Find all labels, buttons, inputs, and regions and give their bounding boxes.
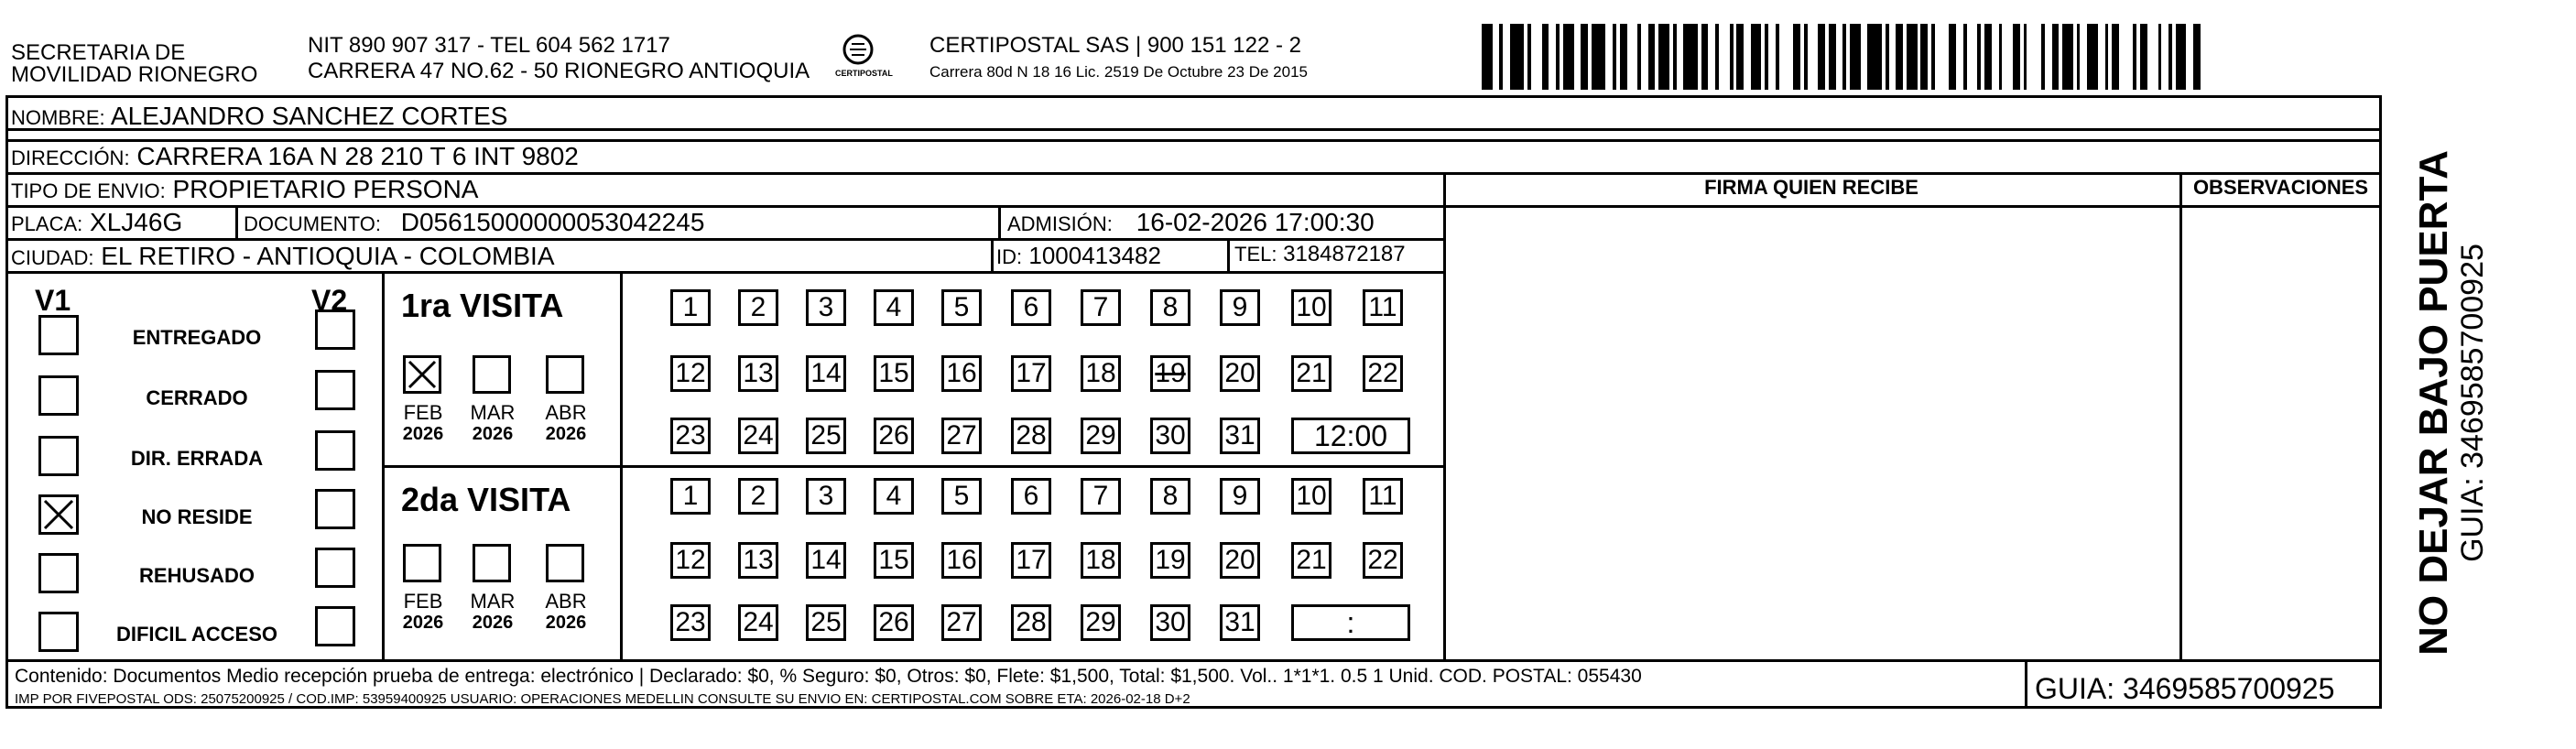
second-visit-title: 2da VISITA (401, 481, 571, 518)
barcode-bar (2193, 24, 2201, 90)
day-cell[interactable]: 29 (1081, 604, 1121, 641)
time-field[interactable]: 12:00 (1291, 418, 1410, 454)
barcode-bar (2098, 24, 2105, 90)
id-row (996, 244, 1161, 267)
day-cell[interactable]: 19 (1150, 355, 1190, 392)
day-cell[interactable]: 25 (806, 418, 846, 454)
barcode-bar (1967, 24, 1978, 90)
status-label: REHUSADO (139, 564, 255, 587)
day-cell[interactable]: 6 (1011, 478, 1051, 515)
month-label: ABR (545, 590, 587, 613)
day-cell[interactable]: 14 (806, 542, 846, 579)
month-label: MAR (470, 590, 516, 613)
day-cell[interactable]: 4 (874, 289, 914, 326)
v1-checkbox[interactable] (38, 375, 79, 416)
barcode-bar (1542, 24, 1549, 90)
barcode-bar (1861, 24, 1868, 90)
barcode-bar (1482, 24, 1493, 90)
tel-value: 3184872187 (1283, 242, 1406, 266)
v1-checkbox[interactable] (38, 553, 79, 593)
day-cell[interactable]: 22 (1363, 355, 1403, 392)
barcode-bar (1708, 24, 1715, 90)
id-label: ID: (996, 245, 1023, 268)
v1-checkbox[interactable] (38, 612, 79, 652)
month-checkbox[interactable] (473, 355, 511, 394)
side-guia: GUIA: 3469585700925 (2455, 244, 2490, 562)
barcode-bar (1808, 24, 1819, 90)
status-label: DIR. ERRADA (130, 447, 264, 470)
day-cell[interactable]: 5 (941, 289, 982, 326)
barcode-bar (1736, 24, 1744, 90)
direccion-value: CARRERA 16A N 28 210 T 6 INT 9802 (136, 142, 579, 170)
month-checkbox[interactable] (403, 355, 441, 394)
barcode-bar (1658, 24, 1669, 90)
firma-header: FIRMA QUIEN RECIBE (1704, 176, 1918, 199)
documento-row (244, 210, 704, 235)
day-cell[interactable]: 8 (1150, 478, 1190, 515)
year-label: 2026 (402, 424, 444, 444)
day-cell[interactable]: 22 (1363, 542, 1403, 579)
month-checkbox[interactable] (403, 544, 441, 582)
barcode-bar (2027, 24, 2040, 90)
admision-value: 16-02-2026 17:00:30 (1136, 208, 1375, 236)
company-address: Carrera 80d N 18 16 Lic. 2519 De Octubre 23 De 2015 (929, 63, 1308, 81)
tel-label: TEL: (1234, 243, 1277, 266)
barcode-bar (1896, 24, 1903, 90)
barcode-bar (1867, 24, 1881, 90)
barcode-bar (1992, 24, 1999, 90)
barcode-bar (1648, 24, 1656, 90)
day-cell[interactable]: 11 (1363, 478, 1403, 515)
day-cell[interactable]: 18 (1081, 355, 1121, 392)
day-cell[interactable]: 27 (941, 418, 982, 454)
day-cell[interactable]: 2 (738, 289, 778, 326)
year-label: 2026 (472, 613, 514, 633)
side-warning: NO DEJAR BAJO PUERTA (2411, 150, 2456, 656)
day-cell[interactable]: 16 (941, 542, 982, 579)
day-cell[interactable]: 27 (941, 604, 982, 641)
day-cell[interactable]: 25 (806, 604, 846, 641)
day-cell[interactable]: 3 (806, 478, 846, 515)
barcode-bar (1956, 24, 1963, 90)
barcode-bar (1818, 24, 1825, 90)
barcode-bar (1907, 24, 1918, 90)
barcode-bar (2140, 24, 2147, 90)
month-label: FEB (403, 590, 443, 613)
day-cell[interactable]: 20 (1220, 542, 1260, 579)
barcode-bar (2045, 24, 2052, 90)
org-line1: SECRETARIA DE (11, 40, 186, 65)
org-line2: MOVILIDAD RIONEGRO (11, 62, 258, 87)
day-cell[interactable]: 23 (670, 604, 711, 641)
barcode-bar (1581, 24, 1588, 90)
barcode-bar (1531, 24, 1542, 90)
barcode-bar (1935, 24, 1949, 90)
year-label: 2026 (402, 613, 444, 633)
barcode-bar (1701, 24, 1709, 90)
day-cell[interactable]: 26 (874, 604, 914, 641)
barcode-bar (1889, 24, 1897, 90)
v1-label: V1 (35, 284, 71, 317)
day-cell[interactable]: 5 (941, 478, 982, 515)
day-cell[interactable]: 20 (1220, 355, 1260, 392)
month-checkbox[interactable] (546, 355, 584, 394)
day-cell[interactable]: 1 (670, 478, 711, 515)
v2-checkbox[interactable] (315, 548, 355, 588)
barcode-bar (1793, 24, 1800, 90)
v1-checkbox[interactable] (38, 315, 79, 355)
barcode-bar (1836, 24, 1843, 90)
barcode-bar (1592, 24, 1605, 90)
day-cell[interactable]: 21 (1291, 542, 1331, 579)
id-value: 1000413482 (1028, 242, 1161, 269)
footer-contenido: Contenido: Documentos Medio recepción prueba de entrega: electrónico | Declarado: $0, % Seguro: $0, Otros: $0, Flete: $1,500, Total: $1,500. Vol.. 1*1*1. 0.5 1 Unid. COD. POSTAL: 055430 (15, 666, 1642, 687)
time-field[interactable]: : (1291, 604, 1410, 641)
day-cell[interactable]: 21 (1291, 355, 1331, 392)
status-label: ENTREGADO (132, 326, 262, 349)
day-cell[interactable]: 13 (738, 355, 778, 392)
barcode-bar (1779, 24, 1793, 90)
barcode-bar (2161, 24, 2168, 90)
barcode-bar (1719, 24, 1730, 90)
day-cell[interactable]: 15 (874, 542, 914, 579)
placa-label: PLACA: (11, 212, 83, 235)
barcode-bar (1751, 24, 1762, 90)
v2-checkbox[interactable] (315, 606, 355, 646)
month-label: ABR (545, 401, 587, 424)
nombre-label: NOMBRE: (11, 106, 105, 129)
first-visit-title: 1ra VISITA (401, 287, 564, 324)
day-cell[interactable]: 6 (1011, 289, 1051, 326)
v2-checkbox[interactable] (315, 489, 355, 529)
x-mark-icon (41, 497, 76, 532)
documento-value: D05615000000053042245 (400, 208, 705, 236)
barcode-bar (2002, 24, 2013, 90)
day-cell[interactable]: 11 (1363, 289, 1403, 326)
x-mark-icon (406, 358, 439, 391)
v2-checkbox[interactable] (315, 430, 355, 471)
barcode-bar (1744, 24, 1751, 90)
day-cell[interactable]: 28 (1011, 604, 1051, 641)
barcode-bar (1920, 24, 1928, 90)
address-line: CARRERA 47 NO.62 - 50 RIONEGRO ANTIOQUIA (308, 59, 810, 83)
day-cell[interactable]: 24 (738, 604, 778, 641)
month-checkbox[interactable] (546, 544, 584, 582)
tel-row (1234, 244, 1406, 266)
barcode-bar (1574, 24, 1581, 90)
barcode-bar (1949, 24, 1956, 90)
observaciones-header: OBSERVACIONES (2192, 176, 2369, 199)
nombre-row (11, 103, 507, 129)
company-line: CERTIPOSTAL SAS | 900 151 122 - 2 (929, 33, 1301, 58)
day-cell[interactable]: 29 (1081, 418, 1121, 454)
month-label: FEB (403, 401, 443, 424)
barcode-bar (1493, 24, 1500, 90)
barcode-bar (1829, 24, 1836, 90)
year-label: 2026 (545, 613, 587, 633)
barcode-bar (1620, 24, 1627, 90)
day-cell[interactable]: 10 (1291, 289, 1331, 326)
ciudad-value: EL RETIRO - ANTIOQUIA - COLOMBIA (101, 242, 555, 270)
barcode-bar (1850, 24, 1861, 90)
documento-label: DOCUMENTO: (244, 212, 381, 235)
day-cell[interactable]: 2 (738, 478, 778, 515)
day-cell[interactable]: 7 (1081, 289, 1121, 326)
day-cell[interactable]: 30 (1150, 418, 1190, 454)
day-cell[interactable]: 10 (1291, 478, 1331, 515)
placa-value: XLJ46G (90, 208, 183, 236)
day-cell[interactable]: 3 (806, 289, 846, 326)
barcode-bar (2176, 24, 2187, 90)
month-checkbox[interactable] (473, 544, 511, 582)
barcode-bar (2087, 24, 2098, 90)
footer-imp: IMP POR FIVEPOSTAL ODS: 25075200925 / COD.IMP: 53959400925 USUARIO: OPERACIONES MEDELLIN CONSULTE SU ENVIO EN: CERTIPOSTAL.COM SOBRE ETA: 2026-02-18 D+2 (15, 691, 1190, 707)
tipo-value: PROPIETARIO PERSONA (172, 175, 479, 203)
direccion-row (11, 144, 579, 169)
barcode-bar (1627, 24, 1638, 90)
barcode-bar (2112, 24, 2119, 90)
barcode-bar (1563, 24, 1574, 90)
status-label: DIFICIL ACCESO (115, 623, 277, 646)
day-cell[interactable]: 23 (670, 418, 711, 454)
day-cell[interactable]: 17 (1011, 542, 1051, 579)
day-cell[interactable]: 4 (874, 478, 914, 515)
barcode-bar (1641, 24, 1648, 90)
year-label: 2026 (472, 424, 514, 444)
barcode-bar (2052, 24, 2060, 90)
day-cell[interactable]: 17 (1011, 355, 1051, 392)
barcode-bar (2080, 24, 2087, 90)
placa-row (11, 210, 182, 235)
direccion-label: DIRECCIÓN: (11, 147, 130, 169)
v2-checkbox[interactable] (315, 370, 355, 410)
day-cell[interactable]: 12 (670, 542, 711, 579)
day-cell[interactable]: 9 (1220, 478, 1260, 515)
day-cell[interactable]: 18 (1081, 542, 1121, 579)
day-cell[interactable]: 16 (941, 355, 982, 392)
day-cell[interactable]: 19 (1150, 542, 1190, 579)
barcode-bar (2119, 24, 2133, 90)
v1-checkbox[interactable] (38, 436, 79, 476)
day-cell[interactable]: 30 (1150, 604, 1190, 641)
ciudad-row (11, 244, 555, 269)
tipo-row (11, 177, 478, 202)
day-cell[interactable]: 31 (1220, 604, 1260, 641)
admision-row (1007, 210, 1375, 235)
v2-checkbox[interactable] (315, 309, 355, 350)
day-cell[interactable]: 12 (670, 355, 711, 392)
tipo-label: TIPO DE ENVIO: (11, 179, 166, 202)
barcode-bar (2013, 24, 2020, 90)
day-cell[interactable]: 14 (806, 355, 846, 392)
barcode-bar (1768, 24, 1776, 90)
v1-checkbox[interactable] (38, 494, 79, 535)
ciudad-label: CIUDAD: (11, 246, 94, 269)
nit-line: NIT 890 907 317 - TEL 604 562 1717 (308, 33, 670, 58)
day-cell[interactable]: 24 (738, 418, 778, 454)
year-label: 2026 (545, 424, 587, 444)
day-cell[interactable]: 28 (1011, 418, 1051, 454)
day-cell[interactable]: 8 (1150, 289, 1190, 326)
logo-text: CERTIPOSTAL (835, 69, 893, 78)
barcode-bar (1677, 24, 1684, 90)
month-label: MAR (470, 401, 516, 424)
barcode (1482, 24, 2205, 90)
barcode-bar (1549, 24, 1556, 90)
barcode-bar (2062, 24, 2073, 90)
day-cell[interactable]: 26 (874, 418, 914, 454)
barcode-bar (1510, 24, 1524, 90)
barcode-bar (1605, 24, 1613, 90)
day-cell[interactable]: 13 (738, 542, 778, 579)
footer-guia: GUIA: 3469585700925 (2035, 672, 2335, 705)
day-cell[interactable]: 7 (1081, 478, 1121, 515)
nombre-value: ALEJANDRO SANCHEZ CORTES (110, 102, 508, 130)
barcode-bar (2201, 24, 2204, 90)
barcode-bar (2147, 24, 2158, 90)
status-label: CERRADO (146, 386, 248, 409)
barcode-bar (1503, 24, 1510, 90)
day-cell[interactable]: 15 (874, 355, 914, 392)
barcode-bar (1984, 24, 1992, 90)
barcode-bar (1683, 24, 1697, 90)
status-label: NO RESIDE (141, 505, 253, 528)
admision-label: ADMISIÓN: (1007, 212, 1113, 235)
day-cell[interactable]: 31 (1220, 418, 1260, 454)
day-cell[interactable]: 9 (1220, 289, 1260, 326)
day-cell[interactable]: 1 (670, 289, 711, 326)
v2-label: V2 (311, 284, 348, 317)
barcode-bar (2186, 24, 2193, 90)
